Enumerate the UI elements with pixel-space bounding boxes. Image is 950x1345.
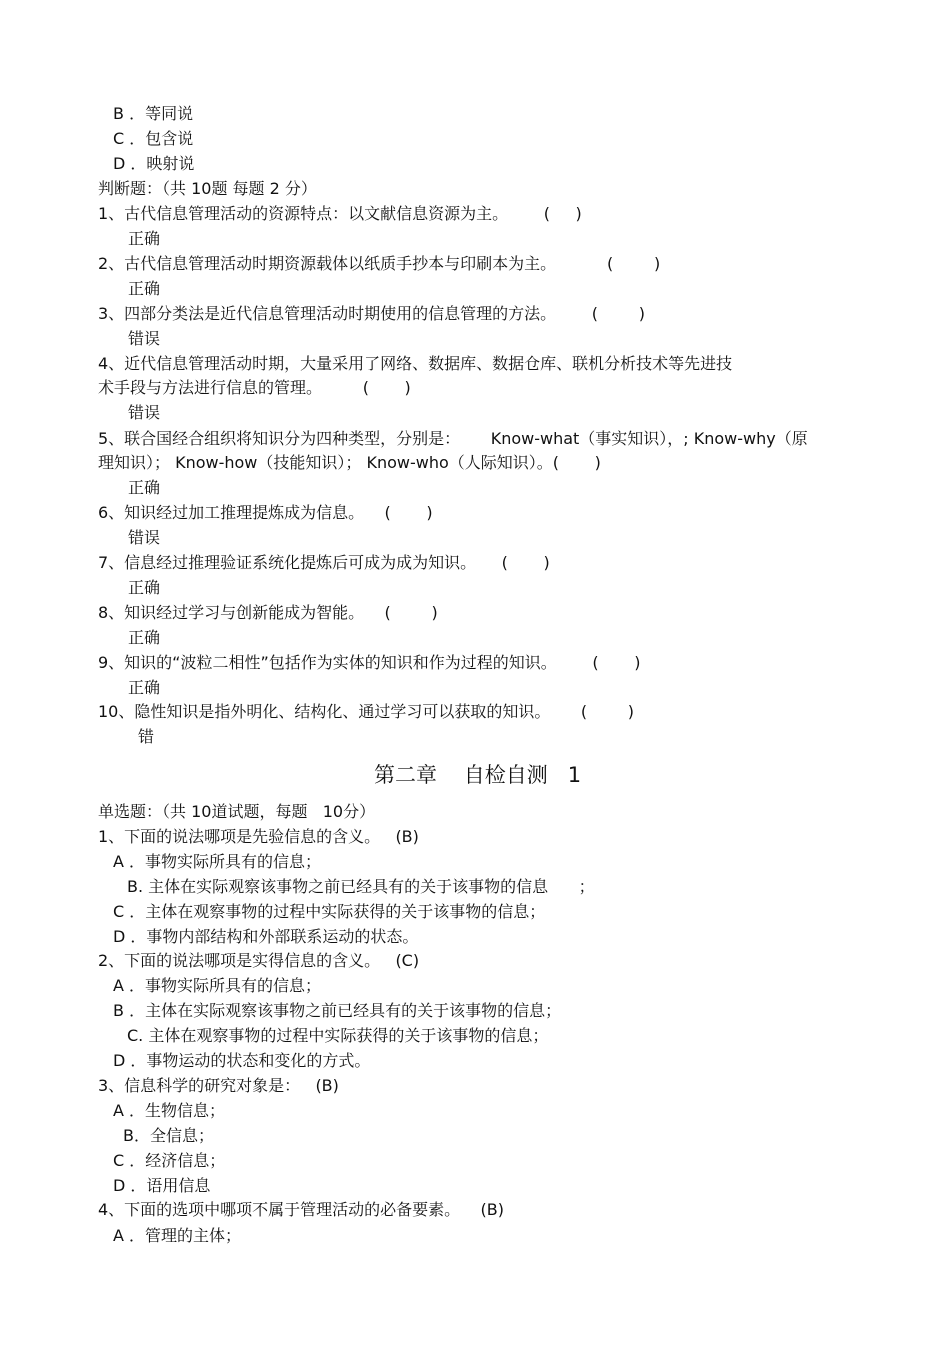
tf-answer-3: 错误 [128, 329, 161, 348]
tf-question-1: 1、古代信息管理活动的资源特点：以文献信息资源为主。 ( ) [98, 204, 582, 223]
tf-section-header: 判断题：（共 10题 每题 2 分） [98, 179, 317, 198]
tf-answer-5: 正确 [128, 478, 161, 497]
tf-question-5: 5、联合国经合组织将知识分为四种类型，分别是： Know-what（事实知识），; Know-why（原 [98, 429, 808, 448]
tf-answer-2: 正确 [128, 279, 161, 298]
sc-q2-option-c: C. 主体在观察事物的过程中实际获得的关于该事物的信息； [127, 1026, 549, 1045]
tf-question-3: 3、四部分类法是近代信息管理活动时期使用的信息管理的方法。 ( ) [98, 304, 645, 323]
option-b: B ．等同说 [113, 104, 194, 123]
sc-q2-option-a: A ．事物实际所具有的信息； [113, 976, 322, 995]
sc-q1-option-b: B. 主体在实际观察该事物之前已经具有的关于该事物的信息 ； [127, 877, 595, 896]
sc-q1-option-a: A ．事物实际所具有的信息； [113, 852, 322, 871]
tf-question-10: 10、隐性知识是指外明化、结构化、通过学习可以获取的知识。 ( ) [98, 702, 635, 721]
sc-question-2: 2、下面的说法哪项是实得信息的含义。 (C) [98, 951, 420, 970]
tf-answer-9: 正确 [128, 678, 161, 697]
sc-question-3: 3、信息科学的研究对象是： (B) [98, 1076, 339, 1095]
option-d: D ．映射说 [113, 154, 195, 173]
tf-answer-8: 正确 [128, 628, 161, 647]
tf-question-4: 4、近代信息管理活动时期，大量采用了网络、数据库、数据仓库、联机分析技术等先进技 [98, 354, 733, 373]
tf-answer-7: 正确 [128, 578, 161, 597]
sc-q2-option-b: B ．主体在实际观察该事物之前已经具有的关于该事物的信息； [113, 1001, 562, 1020]
sc-question-4: 4、下面的选项中哪项不属于管理活动的必备要素。 (B) [98, 1200, 504, 1219]
sc-section-header: 单选题：（共 10道试题，每题 10分） [98, 802, 376, 821]
sc-q4-option-a: A ．管理的主体； [113, 1226, 242, 1245]
tf-answer-4: 错误 [128, 403, 161, 422]
option-c: C ．包含说 [113, 129, 194, 148]
sc-q3-option-b: B．全信息； [123, 1126, 214, 1145]
sc-q3-option-a: A ．生物信息； [113, 1101, 226, 1120]
tf-answer-10: 错 [138, 727, 155, 746]
tf-question-7: 7、信息经过推理验证系统化提炼后可成为成为知识。 ( ) [98, 553, 550, 572]
sc-q3-option-d: D ．语用信息 [113, 1176, 211, 1195]
tf-question-4-cont: 术手段与方法进行信息的管理。 ( ) [98, 378, 411, 397]
sc-q3-option-c: C ．经济信息； [113, 1151, 226, 1170]
tf-question-6: 6、知识经过加工推理提炼成为信息。 ( ) [98, 503, 433, 522]
sc-q1-option-c: C ．主体在观察事物的过程中实际获得的关于该事物的信息； [113, 902, 546, 921]
sc-q2-option-d: D ．事物运动的状态和变化的方式。 [113, 1051, 371, 1070]
tf-question-5-cont: 理知识）； Know-how（技能知识）； Know-who（人际知识）。( ) [98, 453, 601, 472]
sc-q1-option-d: D ．事物内部结构和外部联系运动的状态。 [113, 927, 419, 946]
tf-question-2: 2、古代信息管理活动时期资源载体以纸质手抄本与印刷本为主。 ( ) [98, 254, 661, 273]
tf-answer-6: 错误 [128, 528, 161, 547]
tf-question-9: 9、知识的“波粒二相性”包括作为实体的知识和作为过程的知识。 ( ) [98, 653, 641, 672]
sc-question-1: 1、下面的说法哪项是先验信息的含义。 (B) [98, 827, 419, 846]
tf-answer-1: 正确 [128, 229, 161, 248]
tf-question-8: 8、知识经过学习与创新能成为智能。 ( ) [98, 603, 438, 622]
chapter-title: 第二章 自检自测 1 [374, 763, 582, 787]
